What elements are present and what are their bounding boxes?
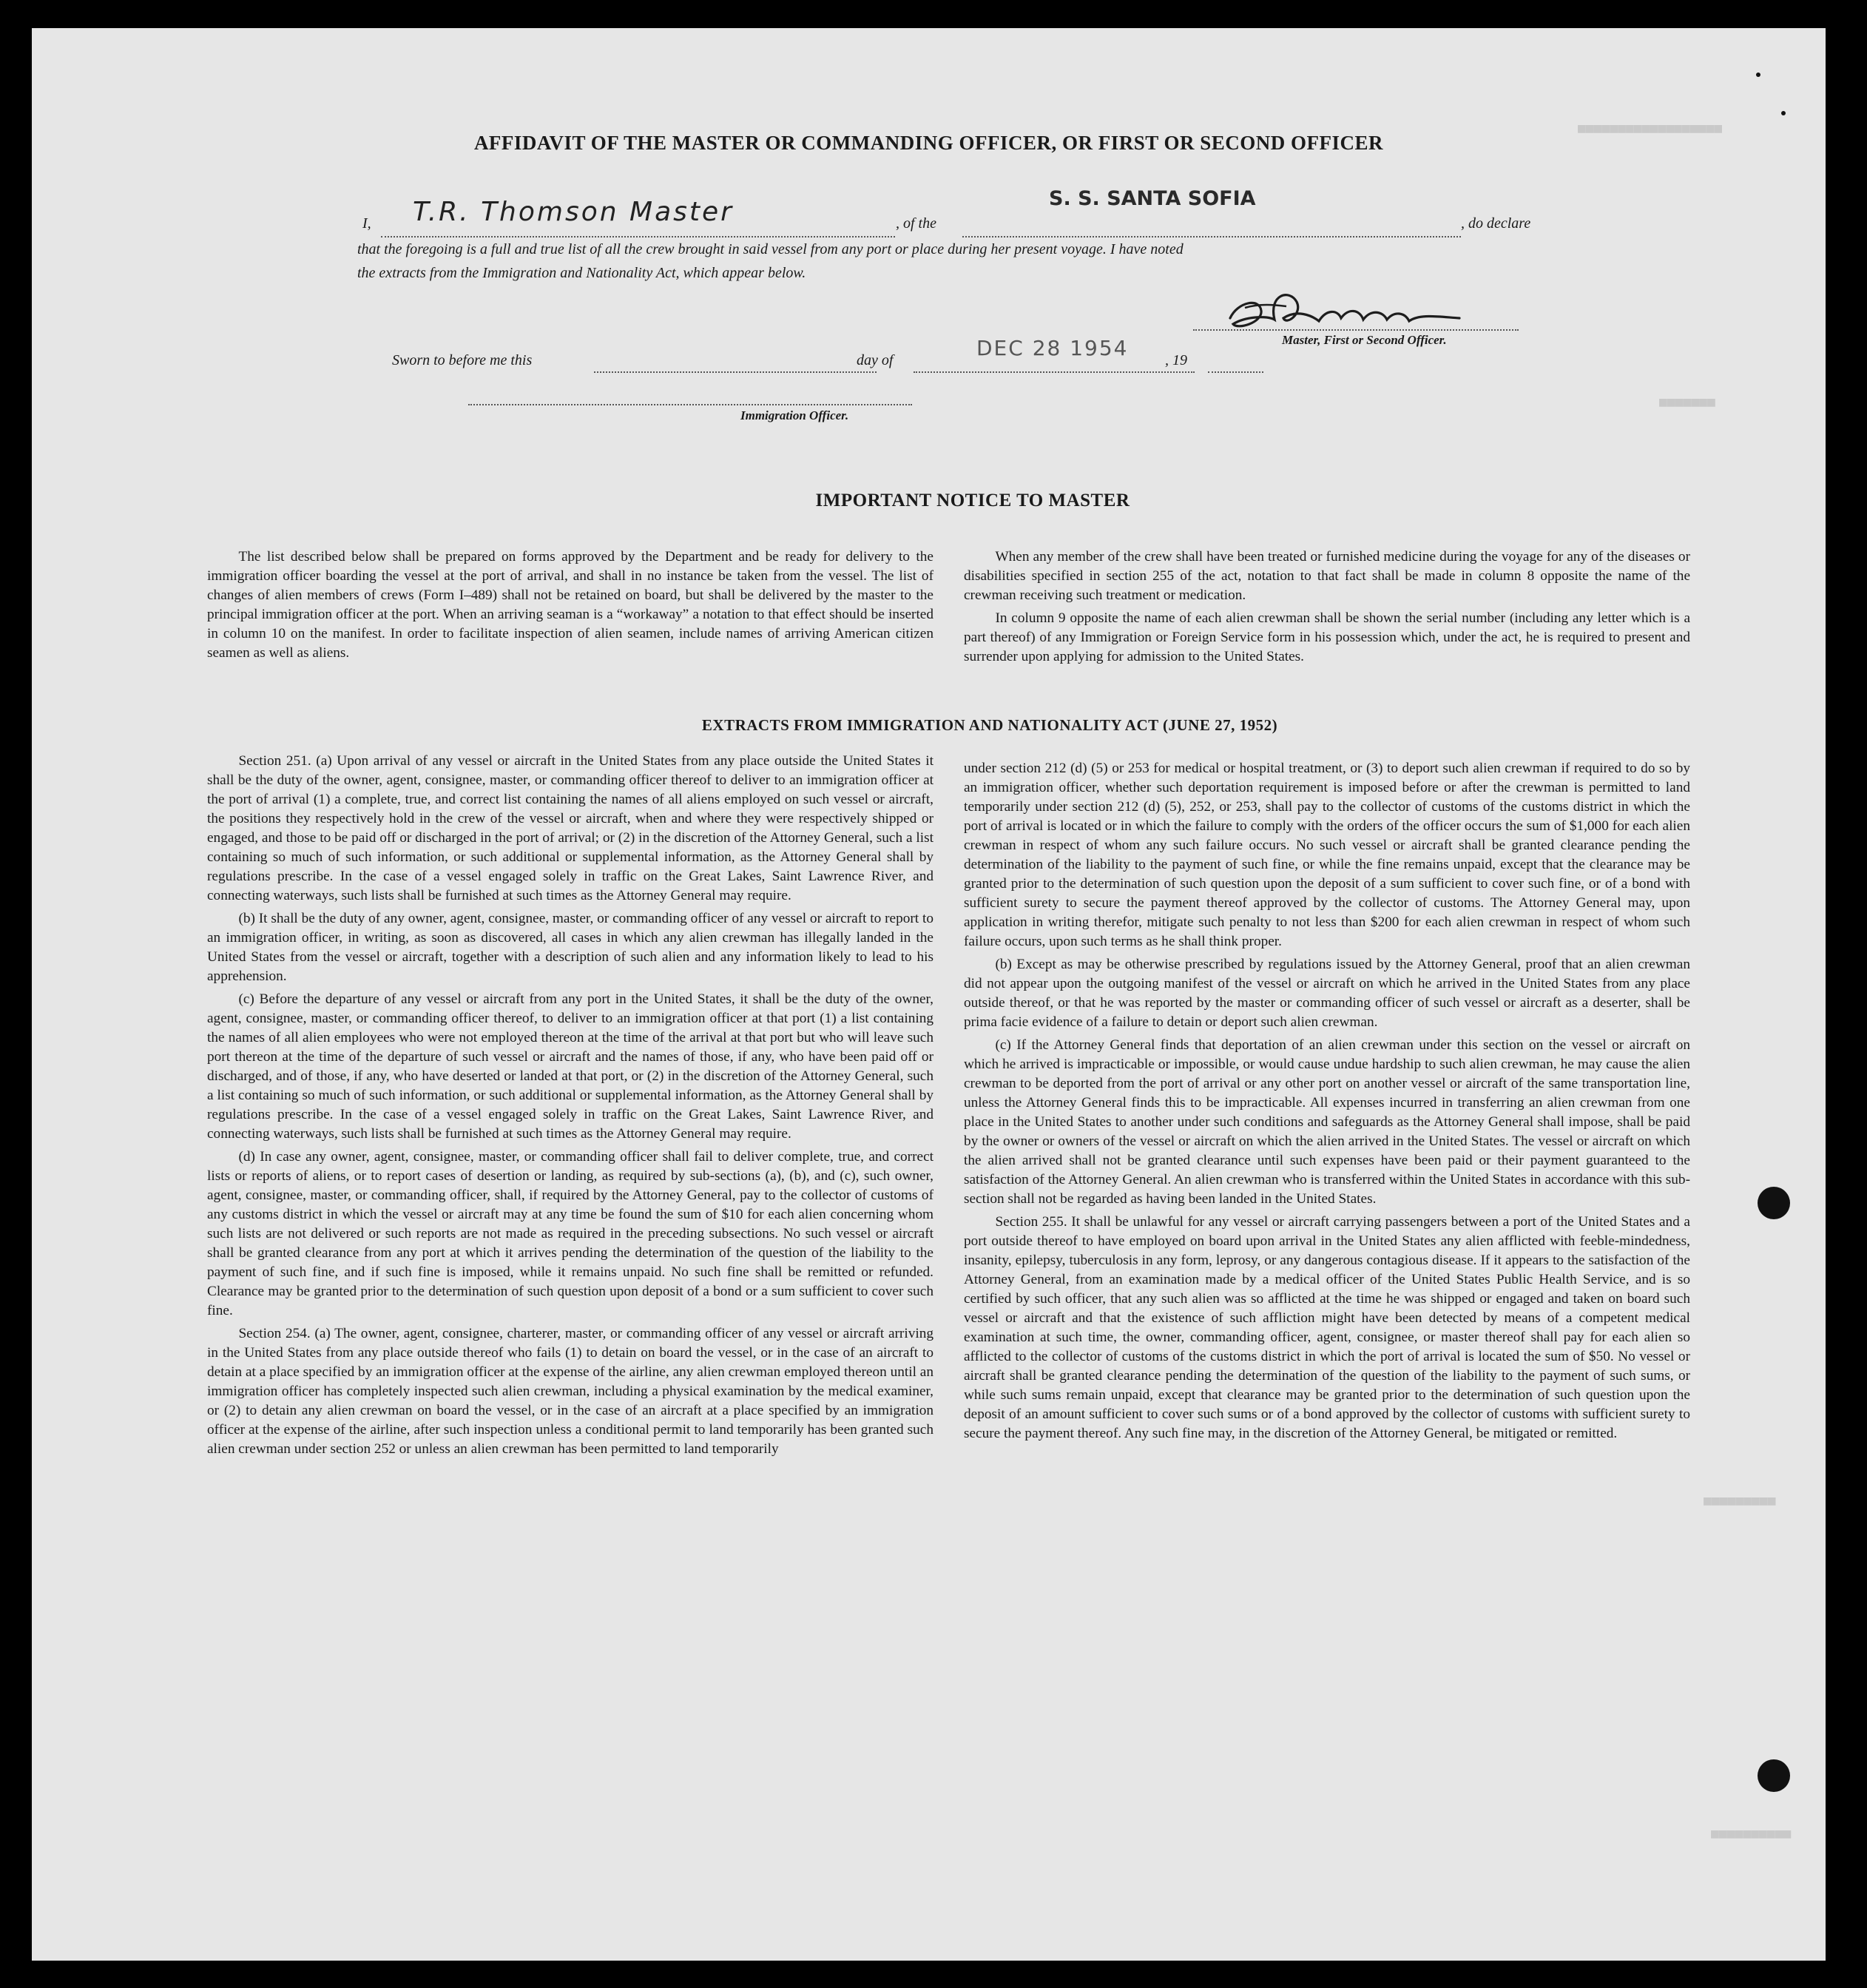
section-251-c: (c) Before the departure of any vessel or aircraft from any port in the United States, it shall be the duty of the owner, agent, consignee, master, or commanding officer thereof, to deliver to an immigration officer at that port (1) a list containing the names of all alien employees who were not employed thereon at the time of the arrival at that port but who will leave such port thereon at the time of the departure of such vessel or aircraft and the names of those, if any, who have been paid off or discharged, and of those, if any, who have deserted or landed at that port, or (2) in the discretion of the Attorney General, such a list containing so much of such information, or such additional or supplemental information, as the Attorney General shall by regulations prescribe. In the case of a vessel engaged solely in traffic on the Great Lakes, Saint Lawrence River, and connecting waterways, such lists shall be furnished at such times as the Attorney General may require. (207, 991, 934, 1142)
sworn-month-line (914, 370, 1195, 373)
vessel-name-stamp: S. S. SANTA SOFIA (1049, 187, 1256, 210)
section-251-a: Section 251. (a) Upon arrival of any vessel or aircraft in the United States from any place outside the United States it shall be the duty of the owner, agent, consignee, master, or commanding officer thereof to deliver to an immigration officer at the port of arrival (1) a complete, true, and correct list containing the names of all aliens employed on such vessel or aircraft, the positions they respectively hold in the crew of the vessel or aircraft, when and where they were respectively shipped or engaged, and those to be paid off or discharged in the port of arrival; or (2) in the discretion of the Attorney General, such a list containing so much of such information, or such additional or supplemental information, as the Attorney General shall by regulations prescribe. In the case of a vessel engaged solely in traffic on the Great Lakes, Saint Lawrence River, and connecting waterways, such lists shall be furnished at such times as the Attorney General may require. (207, 753, 934, 903)
section-254-c: (c) If the Attorney General finds that deportation of an alien crewman under this section on the vessel or aircraft on which he arrived is impracticable or impossible, or would cause undue hardship to such alien crewman, he may cause the alien crewman to be deported from the port of arrival or any other port on another vessel or aircraft of the same transportation line, unless the Attorney General finds this to be impracticable. All expenses incurred in transferring an alien crewman from one place in the United States to another under such conditions and safeguards as the Attorney General shall impose, shall be paid by the owner or owners of the vessel or aircraft on which the alien arrived in the United States. The vessel or aircraft on which the alien arrived shall not be granted clearance until such expenses have been paid or their payment guaranteed to the satisfaction of the Attorney General. An alien crewman who is transferred within the United States in accordance with this sub-section shall not be regarded as having been landed in the United States. (964, 1037, 1690, 1207)
notice-right-paragraph-1: When any member of the crew shall have been treated or furnished medicine during the voyage for any of the diseases or disabilities specified in section 255 of the act, notation to that fact shall be made in column 8 opposite the name of the crewman receiving such treatment or medication. (964, 549, 1690, 603)
speck (1756, 73, 1760, 77)
speck (1781, 111, 1786, 115)
bleed-through-text: ■■■■■■■■■■■■■■■■■■ (1578, 121, 1723, 136)
declaration-line-3: the extracts from the Immigration and Nationality Act, which appear below. (357, 265, 806, 281)
i-label: I, (362, 215, 371, 232)
extracts-title: EXTRACTS FROM IMMIGRATION AND NATIONALITY ACT (JUNE 27, 1952) (701, 716, 1278, 734)
declarant-handwriting: T.R. Thomson Master (413, 197, 734, 227)
section-254-b: (b) Except as may be otherwise prescribed by regulations issued by the Attorney General, proof that an alien crewman did not appear upon the outgoing manifest of the vessel or aircraft on which he arrived in the United States from any place outside thereof, or that he was reported by the master or commanding officer of such vessel or aircraft as a deserter, shall be prima facie evidence of a failure to detain or deport such alien crewman. (964, 957, 1690, 1030)
sworn-label: Sworn to before me this (392, 352, 533, 368)
punch-hole (1758, 1759, 1790, 1792)
day-of-label: day of (857, 352, 894, 368)
notice-title: IMPORTANT NOTICE TO MASTER (815, 491, 1130, 511)
immigration-officer-line (468, 402, 912, 405)
section-255: Section 255. It shall be unlawful for any vessel or aircraft carrying passengers between a port of the United States and a port outside thereof to have employed on board upon arrival in the United States any alien afflicted with feeble-mindedness, insanity, epilepsy, tuberculosis in any form, leprosy, or any dangerous contagious disease. If it appears to the satisfaction of the Attorney General, from an examination made by a medical officer of the United States Public Health Service, and is so certified by such officer, that any such alien was so afflicted at the time he was shipped or engaged and taken on board such vessel or aircraft and that the existence of such affliction might have been detected by means of a competent medical examination at such time, the owner, commanding officer, agent, consignee, or master thereof shall pay for each alien so afflicted to the collector of customs of the customs district in which the port of arrival is located the sum of $50. No vessel or aircraft shall be granted clearance pending the determination of the question of the liability to the payment of such sums, or while such sums remain unpaid, except that clearance may be granted prior to the determination of such question upon the deposit of an amount sufficient to cover such sums or of a bond approved by the collector of customs with sufficient surety to secure the payment thereof. Any such fine may, in the discretion of the Attorney General, be mitigated or remitted. (964, 1214, 1690, 1441)
bleed-through-text: ■■■■■■■■■■ (1711, 1826, 1792, 1842)
notice-right-column (964, 547, 1690, 667)
year-label: , 19 (1165, 352, 1187, 368)
bleed-through-text: ■■■■■■■■■ (1704, 1493, 1776, 1509)
bleed-through-text: ■■■■■■■ (1659, 394, 1715, 410)
signature-caption: Master, First or Second Officer. (1282, 333, 1447, 347)
notice-left-column (207, 547, 934, 663)
of-the-label: , of the (896, 215, 936, 232)
extracts-left-column (207, 752, 934, 1459)
vessel-line (962, 235, 1461, 237)
signature-line (1193, 328, 1519, 331)
immigration-officer-caption: Immigration Officer. (740, 408, 849, 422)
section-254-a: Section 254. (a) The owner, agent, consignee, charterer, master, or commanding officer of any vessel or aircraft arriving in the United States from any place outside thereof who fails (1) to detain on board the vessel, or in the case of an aircraft to detain at a place specified by an immigration officer at the expense of the airline, any alien crewman employed thereon until an immigration officer has completely inspected such alien crewman, including a physical examination by the medical examiner, or (2) to detain any alien crewman on board the vessel, or in the case of an aircraft at a place specified by an immigration officer at the expense of the airline, after such inspection unless a conditional permit to land temporarily has been granted such alien crewman under section 252 or unless an alien crewman has been permitted to land temporarily (207, 1326, 934, 1457)
declarant-line (381, 235, 895, 237)
sworn-day-line (594, 370, 877, 373)
document-page (32, 28, 1826, 1961)
year-line (1208, 370, 1263, 373)
date-stamp: DEC 28 1954 (976, 336, 1129, 360)
section-251-d: (d) In case any owner, agent, consignee, master, or commanding officer shall fail to deliver complete, true, and correct lists or reports of aliens, or to report cases of desertion or landing, as required by sub-sections (a), (b), and (c), such owner, agent, consignee, master, or commanding officer, shall, if required by the Attorney General, pay to the collector of customs of any customs district in which the vessel or aircraft may at any time be found the sum of $10 for each alien concerning whom such lists are not delivered or such reports are not made as required in the preceding subsections. No such vessel or aircraft shall be granted clearance from any port at which it arrives pending the determination of the question of the liability to the payment of such fine, and if such fine is imposed, while it remains unpaid. No such fine shall be remitted or refunded. Clearance may be granted prior to the determination of such question upon deposit of a bond or a sum sufficient to cover such fine. (207, 1149, 934, 1318)
do-declare-label: , do declare (1461, 215, 1531, 232)
declaration-line-2: that the foregoing is a full and true list of all the crew brought in said vessel from any port or place during her present voyage. I have noted (357, 241, 1184, 257)
punch-hole (1758, 1187, 1790, 1219)
notice-left-paragraph: The list described below shall be prepared on forms approved by the Department and be ready for delivery to the immigration officer boarding the vessel at the port of arrival, and shall in no instance be taken from the vessel. The list of changes of alien members of crews (Form I–489) shall not be retained on board, but shall be delivered by the master to the principal immigration officer at the port. When an arriving seaman is a “workaway” a notation to that effect should be inserted in column 10 on the manifest. In order to facilitate inspection of alien seamen, include names of arriving American citizen seamen as well as aliens. (207, 549, 934, 661)
affidavit-title: AFFIDAVIT OF THE MASTER OR COMMANDING OFFICER, OR FIRST OR SECOND OFFICER (473, 132, 1384, 154)
section-251-b: (b) It shall be the duty of any owner, agent, consignee, master, or commanding officer of any vessel or aircraft to report to an immigration officer, in writing, as soon as discovered, all cases in which any alien crewman has illegally landed in the United States from the vessel or aircraft, together with a description of such alien and any information likely to lead to his apprehension. (207, 911, 934, 984)
extracts-right-column (964, 759, 1690, 1443)
notice-right-paragraph-2: In column 9 opposite the name of each alien crewman shall be shown the serial number (including any letter which is a part thereof) of any Immigration or Foreign Service form in his possession which, under the act, he is required to present and surrender upon applying for admission to the United States. (964, 610, 1690, 664)
section-254-a-continued: under section 212 (d) (5) or 253 for medical or hospital treatment, or (3) to deport such alien crewman if required to do so by an immigration officer, whether such deportation requirement is imposed before or after the crewman is permitted to land temporarily under section 212 (d) (5), 252, or 253, shall pay to the collector of customs of the customs district in which the port of arrival is located or in which the failure to comply with the orders of the officer occurs the sum of $1,000 for each alien crewman in respect of whom any such failure occurs. No such vessel or aircraft shall be granted clearance pending the determination of the liability to the payment of such fine, or while the fine remains unpaid, except that the clearance may be granted prior to the determination of such question upon the deposit of a sum sufficient to cover such fine, or of a bond with sufficient surety to secure the payment thereof approved by the collector of customs. The Attorney General may, upon application in writing therefor, mitigate such penalty to not less than $200 for each alien crewman in respect of whom such failure occurs, upon such terms as he shall think proper. (964, 761, 1690, 949)
